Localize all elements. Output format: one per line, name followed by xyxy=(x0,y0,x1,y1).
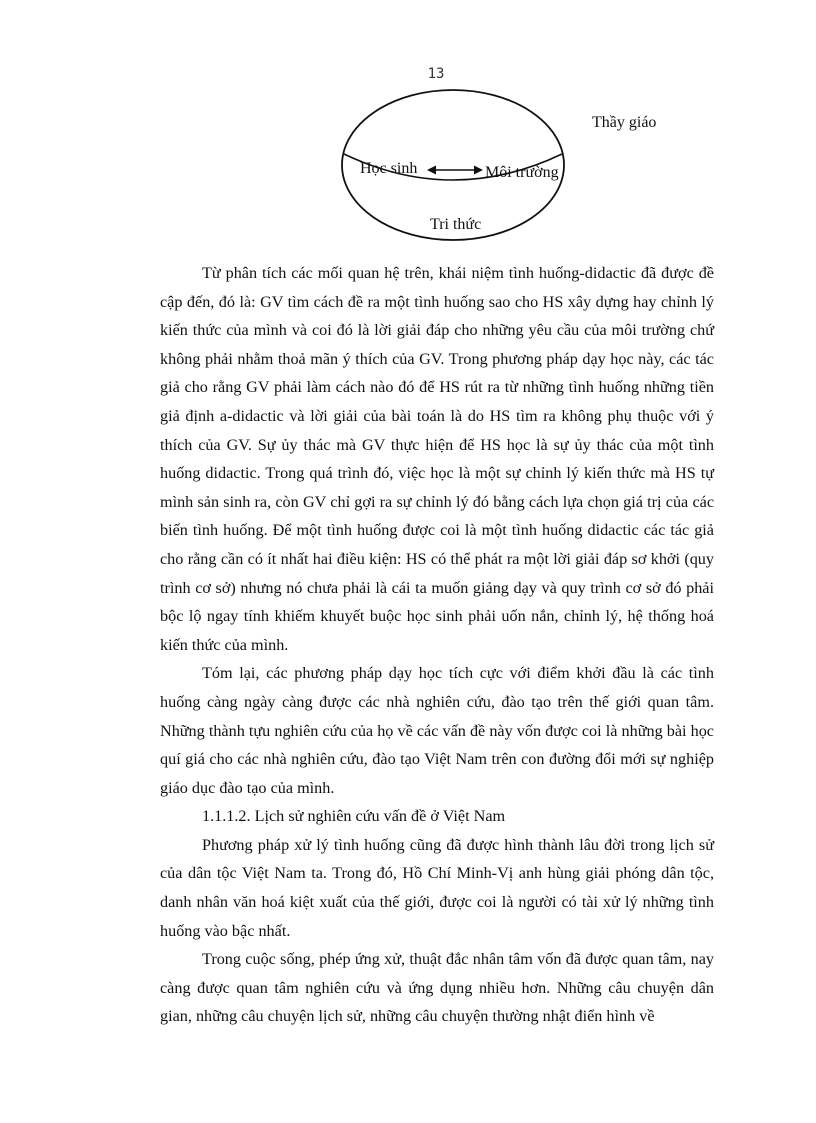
knowledge-label: Tri thức xyxy=(430,216,482,233)
environment-label: Môi trường xyxy=(485,164,559,181)
body-text xyxy=(160,259,714,1031)
paragraph: Trong cuộc sống, phép ứng xử, thuật đắc nhân tâm vốn đã được quan tâm, nay càng được quan tâm nghiên cứu và ứng dụng nhiều hơn. Những câu chuyện dân gian, những câu chuyện lịch sử, những câu chuyện thường nhật điển hình về xyxy=(160,950,714,1026)
paragraph: Phương pháp xử lý tình huống cũng đã được hình thành lâu đời trong lịch sử của dân tộc Việt Nam ta. Trong đó, Hồ Chí Minh-Vị anh hùng giải phóng dân tộc, danh nhân văn hoá kiệt xuất của thế giới, được coi là người có tài xử lý những tình huống vào bậc nhất. xyxy=(160,835,714,940)
bidirectional-arrow-icon xyxy=(427,160,483,180)
teacher-label: Thầy giáo xyxy=(592,114,657,131)
paragraph: Tóm lại, các phương pháp dạy học tích cực với điểm khởi đầu là các tình huống càng ngày càng được các nhà nghiên cứu, đào tạo trên thế giới quan tâm. Những thành tựu nghiên cứu của họ về các vấn đề này vốn được coi là những bài học quí giá cho các nhà nghiên cứu, đào tạo Việt Nam trên con đường đổi mới sự nghiệp giáo dục đào tạo của mình. xyxy=(160,664,714,797)
student-label: Học sinh xyxy=(360,160,418,177)
paragraph: Từ phân tích các mối quan hệ trên, khái niệm tình huống-didactic đã được đề cập đến, đó là: GV tìm cách đề ra một tình huống sao cho HS xây dựng hay chỉnh lý kiến thức của mình và coi đó là lời giải đáp cho những yêu cầu của môi trường chứ không phải nhằm thoả mãn ý thích của GV. Trong phương pháp dạy học này, các tác giả cho rằng GV phải làm cách nào đó để HS rút ra từ những tình huống những tiền giả định a-didactic và lời giải của bài toán là do HS tìm ra không phụ thuộc với ý thích của GV. Sự ủy thác mà GV thực hiện để HS học là sự ủy thác của một tình huống didactic. Trong quá trình đó, việc học là một sự chỉnh lý kiến thức mà HS tự mình sản sinh ra, còn GV chỉ gợi ra sự chỉnh lý đó bằng cách lựa chọn giá trị của các biến tình huống. Để một tình huống được coi là một tình huống didactic các tác giả cho rằng cần có ít nhất hai điều kiện: HS có thể phát ra một lời giải đáp sơ khởi (quy trình cơ sở) nhưng nó chưa phải là cái ta muốn giảng dạy và quy trình cơ sở đó phải bộc lộ ngay tính khiếm khuyết buộc học sinh phải uốn nắn, chỉnh lý, hệ thống hoá kiến thức của mình. xyxy=(160,264,714,654)
section-heading: 1.1.1.2. Lịch sử nghiên cứu vấn đề ở Việt Nam xyxy=(202,807,506,826)
page-number: 13 xyxy=(427,66,445,82)
